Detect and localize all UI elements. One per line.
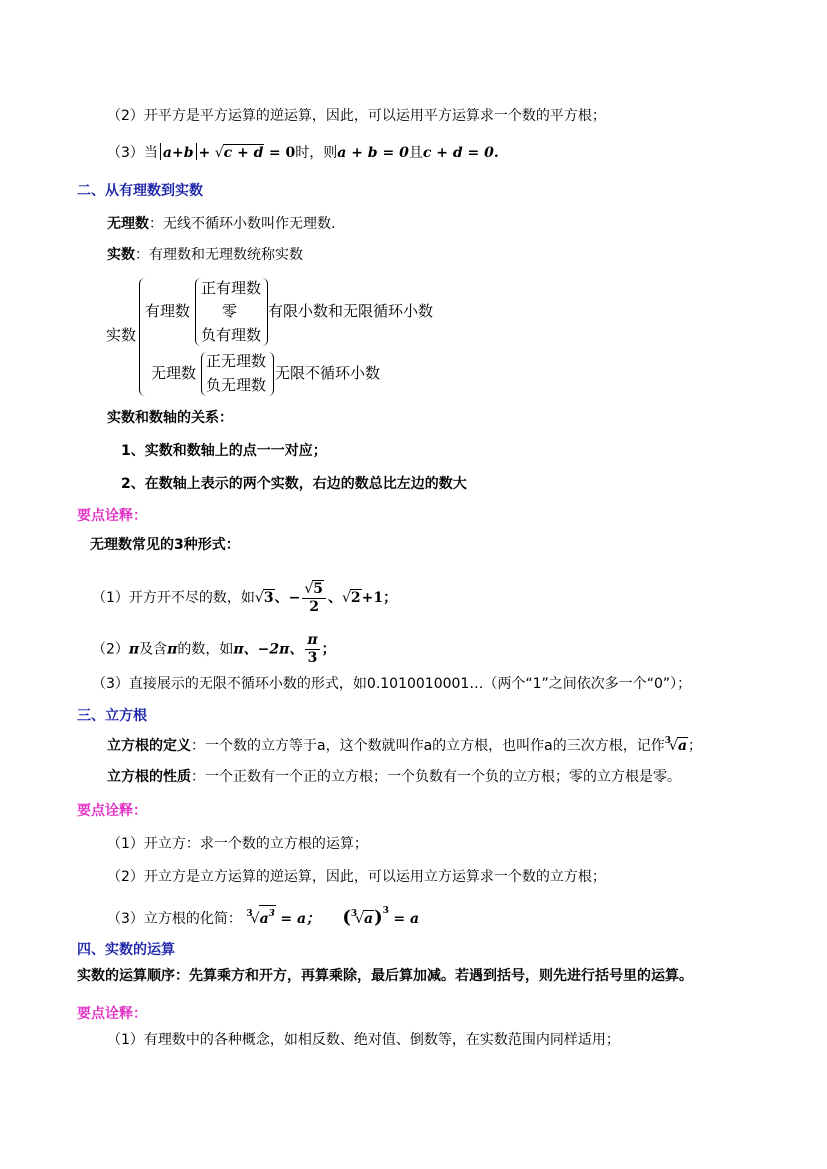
paragraph-sqrt-inverse: （2）开平方是平方运算的逆运算，因此，可以运用平方运算求一个数的平方根； bbox=[107, 108, 606, 124]
form2-pi: π bbox=[128, 641, 140, 658]
operation-order: 实数的运算顺序：先算乘方和开方，再算乘除，最后算加减。若遇到括号，则先进行括号里的运算。 bbox=[77, 968, 693, 984]
radical-sign-icon: √ bbox=[304, 581, 314, 597]
axis-relation-title: 实数和数轴的关系： bbox=[107, 410, 233, 426]
condition-c-plus-d: c + d = 0 bbox=[422, 145, 494, 161]
form2-prefix: （2） bbox=[92, 641, 129, 658]
formula1-result: = a； bbox=[280, 911, 321, 927]
plus-sign: + bbox=[198, 145, 211, 161]
form2-frac-num: π bbox=[307, 632, 318, 648]
form2-expr: π、−2π、 bbox=[233, 641, 304, 658]
form2-frac-den: 3 bbox=[307, 650, 318, 666]
irrational-form-1 bbox=[92, 580, 397, 616]
section-heading-rational-to-real: 二、从有理数到实数 bbox=[77, 183, 203, 199]
form2-mid: 及含 bbox=[139, 641, 168, 658]
formula2-paren-close: ) bbox=[374, 907, 383, 928]
radical-sign-icon: √ bbox=[214, 145, 224, 161]
formula2-index: 3 bbox=[350, 909, 358, 919]
root-brace-icon bbox=[139, 278, 146, 396]
irrational-forms-title: 无理数常见的3种形式： bbox=[90, 537, 240, 553]
formula1-radicand bbox=[259, 905, 276, 928]
irrational-definition bbox=[107, 214, 335, 234]
sqrt-c-plus-d: c + d bbox=[223, 145, 264, 161]
form1-sqrt-2: 2 bbox=[350, 590, 361, 606]
irrational-term: 无理数 bbox=[107, 216, 149, 232]
radical-sign-icon: √ bbox=[355, 911, 365, 927]
condition-a-plus-b: a + b = 0 bbox=[337, 145, 409, 161]
formula2-exponent: 3 bbox=[382, 906, 389, 916]
cube-root-def-term: 立方根的定义 bbox=[107, 738, 191, 754]
abs-bar-left bbox=[160, 143, 161, 160]
cube-formula-1 bbox=[246, 902, 320, 931]
radical-sign-icon: √ bbox=[250, 911, 260, 927]
cube-root-def-end: ； bbox=[688, 738, 703, 754]
cube-note3-prefix: （3）立方根的化简： bbox=[107, 911, 242, 927]
formula2-result: = a bbox=[393, 911, 420, 927]
cube-root-def-text: ：一个数的立方等于a，这个数就叫作a的立方根，也叫作a的三次方根，记作 bbox=[191, 738, 665, 754]
cube-note-2: （2）开立方是立方运算的逆运算，因此，可以运用立方运算求一个数的立方根； bbox=[107, 869, 606, 885]
abs-var-a: a bbox=[162, 145, 172, 161]
class-irrational-negative: 负无理数 bbox=[206, 376, 267, 394]
radical-sign-icon: √ bbox=[254, 590, 264, 606]
irrational-form-2 bbox=[92, 632, 336, 667]
key-notes-label-1: 要点诠释： bbox=[77, 508, 147, 524]
real-definition bbox=[107, 245, 303, 265]
irrational-form-3: （3）直接展示的无限不循环小数的形式，如0.1010010001…（两个“1”之间依次多一个“0”）； bbox=[92, 676, 692, 692]
class-irrational: 无理数 bbox=[151, 364, 197, 382]
condition-prefix: （3）当 bbox=[107, 145, 158, 161]
cube-root-definition bbox=[107, 731, 702, 756]
form2-end: ； bbox=[321, 641, 336, 658]
form2-pi2: π bbox=[167, 641, 178, 658]
radical-sign-icon: √ bbox=[669, 738, 678, 754]
form1-frac-num: 5 bbox=[313, 581, 323, 597]
formula1-index: 3 bbox=[246, 909, 253, 919]
cube-root-prop-text: ：一个正数有一个正的立方根；一个负数有一个负的立方根；零的立方根是零。 bbox=[191, 769, 681, 785]
condition-end: . bbox=[493, 145, 499, 161]
class-rational: 有理数 bbox=[145, 302, 191, 320]
form1-tail: +1； bbox=[361, 590, 398, 606]
radical-sign-icon: √ bbox=[342, 590, 351, 606]
condition-middle: 时，则 bbox=[295, 145, 338, 161]
section-heading-real-operations: 四、实数的运算 bbox=[77, 942, 175, 958]
class-rational-positive: 正有理数 bbox=[201, 279, 262, 297]
form1-fraction bbox=[302, 580, 326, 616]
condition-and: 且 bbox=[408, 145, 423, 161]
equals-zero: = 0 bbox=[268, 145, 296, 161]
formula2-radicand: a bbox=[364, 911, 374, 927]
abs-var-b: b bbox=[183, 145, 194, 161]
key-notes-label-2: 要点诠释： bbox=[77, 803, 147, 819]
formula1-exponent: 3 bbox=[268, 909, 275, 919]
formula1-base: a bbox=[259, 911, 269, 927]
cube-root-def-radicand: a bbox=[677, 738, 688, 754]
cube-root-def-index: 3 bbox=[664, 736, 672, 746]
axis-relation-item-2: 2、在数轴上表示的两个实数，右边的数总比左边的数大 bbox=[121, 476, 467, 492]
cube-formula-2 bbox=[342, 906, 420, 928]
class-rational-negative: 负有理数 bbox=[201, 326, 262, 344]
real-term: 实数 bbox=[107, 247, 135, 263]
cube-note-3 bbox=[107, 898, 419, 931]
form1-prefix: （1）开方开不尽的数，如 bbox=[92, 590, 255, 606]
class-irrational-positive: 正无理数 bbox=[206, 352, 267, 370]
form1-frac-den: 2 bbox=[309, 599, 320, 615]
real-def-text: ：有理数和无理数统称实数 bbox=[135, 247, 303, 263]
cube-root-prop-term: 立方根的性质 bbox=[107, 769, 191, 785]
form2-mid2: 的数，如 bbox=[177, 641, 234, 658]
operation-note-1: （1）有理数中的各种概念，如相反数、绝对值、倒数等，在实数范围内同样适用； bbox=[107, 1032, 620, 1048]
class-rational-desc: 有限小数和无限循环小数 bbox=[268, 302, 434, 320]
section-heading-cube-root: 三、立方根 bbox=[77, 708, 147, 724]
paragraph-condition bbox=[107, 143, 499, 163]
form2-fraction bbox=[305, 632, 319, 667]
irrational-def-text: ：无线不循环小数叫作无理数. bbox=[149, 216, 336, 232]
irrational-right-brace-icon bbox=[268, 352, 274, 396]
cube-note-1: （1）开立方：求一个数的立方根的运算； bbox=[107, 836, 368, 852]
form1-sep2: 、 bbox=[328, 590, 342, 606]
cube-root-property bbox=[107, 767, 681, 787]
abs-bar-right bbox=[196, 143, 197, 160]
key-notes-label-3: 要点诠释： bbox=[77, 1006, 147, 1022]
form1-sqrt-3: 3 bbox=[263, 590, 274, 606]
class-rational-zero: 零 bbox=[222, 302, 238, 320]
class-irrational-desc: 无限不循环小数 bbox=[275, 364, 381, 382]
class-root-real: 实数 bbox=[106, 326, 137, 344]
abs-plus: + bbox=[172, 145, 184, 161]
form1-sep1: 、− bbox=[274, 590, 301, 606]
formula2-paren-open: ( bbox=[342, 907, 351, 928]
axis-relation-item-1: 1、实数和数轴上的点一一对应； bbox=[121, 443, 327, 459]
